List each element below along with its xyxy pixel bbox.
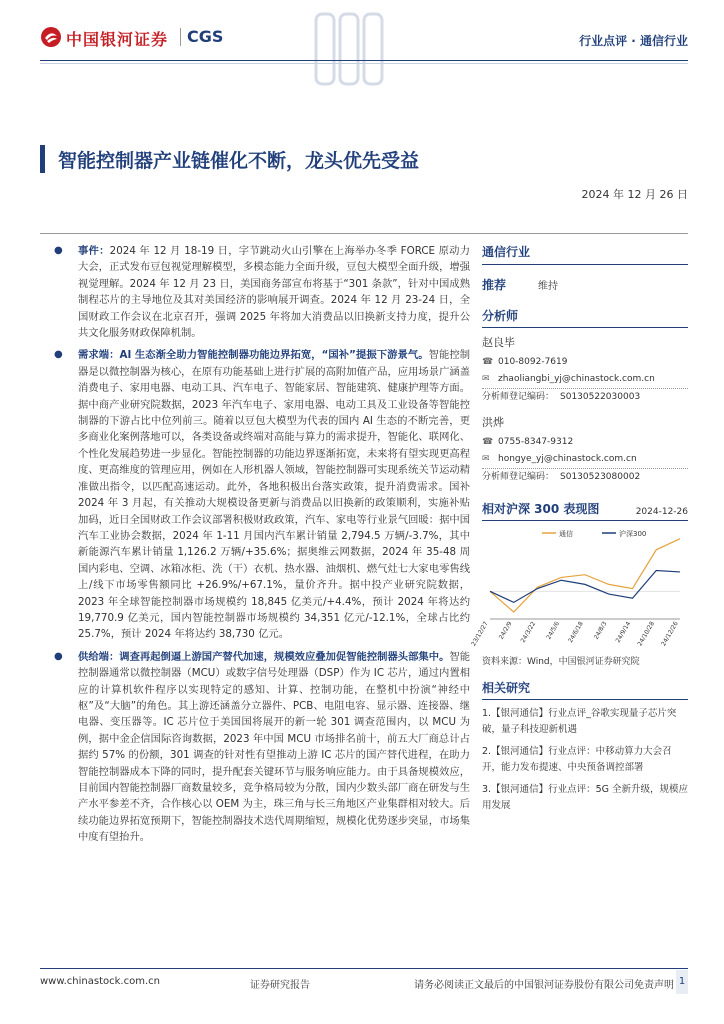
related-section-title: 相关研究: [482, 679, 688, 700]
header-rule-secondary: [40, 63, 688, 64]
industry-label: 通信行业: [482, 243, 688, 265]
chart-x-tick: 24/3/22: [519, 620, 538, 645]
footer-disclaimer: 请务必阅读正文最后的中国银河证券股份有限公司免责声明: [414, 980, 674, 991]
related-list: [482, 706, 688, 814]
analyst-name: 洪烨: [482, 416, 504, 429]
brand-divider: [180, 28, 181, 46]
main-content: [40, 243, 470, 852]
page-title: 智能控制器产业链催化不断，龙头优先受益: [58, 150, 420, 172]
footer-url[interactable]: www.chinastock.com.cn: [40, 976, 160, 987]
analyst-email-row: [482, 371, 688, 389]
paragraph-body: 智能控制器通常以微控制器（MCU）或数字信号处理器（DSP）作为 IC 芯片，通过内置相应的计算机软件程序以实现特定的感知、计算、控制功能，在整机中扮演“神经中枢”及“大脑”的角色。其上游还涵盖分立器件、PCB、电阻电容、显示器、连接器、继电器、变压器等。IC 芯片位于美国国将展开的新一轮 301 调查范围内，以 MCU 为例，据中金企信国际咨询数据，2023 年中国 MCU 市场排名前十，前五大厂商总计占据约 57% 的份额，301 调查的针对性有望推动上游 IC 芯片的国产替代进程，在助力智能控制器成本下降的同时，提升配套关键环节与服务响应能力。由于具备规模效应，目前国内智能控制器厂商数量较多，竞争格局较为分散，国内少数头部厂商在研发与生产水平参差不齐，合作核心以 OEM 为主，珠三角与长三角地区产业集群相对较大。后续功能边界拓宽预期下，智能控制器技术迭代周期缩短，规模化优势逐步突显，市场集中度有望抬升。: [78, 650, 471, 844]
bullet-icon: ●: [54, 245, 63, 256]
paragraph-supply: [40, 649, 470, 846]
footer-doc-type: 证券研究报告: [250, 980, 310, 991]
analyst-cert-label: 分析师登记编码：: [482, 392, 555, 402]
related-item[interactable]: 2.【银河通信】行业点评：中移动算力大会召开，能力发布提速、中央预备调控部署: [482, 746, 672, 773]
chart-date: 2024-12-26: [635, 507, 688, 517]
paragraph-lead: 供给端：调查再起倒逼上游国产替代加速，规模效应叠加促智能控制器头部集中。: [78, 650, 450, 663]
chart-header: [482, 500, 688, 521]
sidebar: [470, 243, 688, 820]
paragraph-body: 智能控制器是以微控制器为核心，在原有功能基础上进行扩展的高附加值产品，应用场景广涵盖消费电子、家用电器、电动工具、汽车电子、智能家居、智能建筑、健康护理等方面。据中商产业研究院数据，2023 年汽车电子、家用电器、电动工具及工业设备等智能控制器的下游占比中位列前三。随着以豆包大模型为代表的国内 AI 生态的不断完善，更多商业化案例落地可以，各类设备或终端对高能与算力的需求提升，智能化、联网化、个性化发展趋势进一步显化。智能控制器的功能边界逐渐拓宽，未来将有望实现更高程度、更高维度的管理应用，例如在人形机器人领域，智能控制器可实现系统关节运动精准做出指令，以匹配高速运动。此外，各地积极出台落实政策，提升消费需求。国补 2024 年 3 月起，有关推动大规模设备更新与消费品以旧换新的政策顺利，实施补贴加码，近日全国财政工作会议部署积极财政政策，汽车、家电等行业景气回暖：据中国汽车工业协会数据，2024 年 1-11 月国内汽车累计销量 2,794.5 万辆/-3.7%，其中新能源汽车累计销量 1,126.2 万辆/+35.6%；据奥维云网数据，2024 年 35-48 周国内彩电、空调、冰箱冰柜、洗（干）衣机、热水器、油烟机、燃气灶七大家电零售线上/线下市场零售额同比 +26.9%/+67.1%，量价齐升。据中投产业研究院数据，2023 年全球智能控制器市场规模约 18,845 亿美元/+4.4%，预计 2024 年将达约 19,770.9 亿美元，国内智能控制器市场规模约 34,351 亿元/-12.1%，全球占比约 25.7%，预计 2024 年将达约 38,730 亿元。: [78, 349, 470, 641]
chart-title: 相对沪深 300 表现图: [482, 502, 600, 516]
phone-icon: ☎: [482, 357, 494, 367]
analyst-phone-row: [482, 434, 688, 451]
paragraph-demand: [40, 347, 470, 642]
chart-x-tick: 24/12/26: [660, 620, 680, 648]
analyst-card: [482, 334, 688, 406]
watermark-graphic: [312, 10, 402, 90]
analyst-cert-row: [482, 389, 688, 406]
chart-x-tick: 23/12/27: [470, 620, 490, 648]
analyst-email[interactable]: hongye_yj@chinastock.com.cn: [498, 454, 637, 464]
paragraph-lead: 需求端：AI 生态渐全助力智能控制器功能边界拓宽，“国补”提振下游景气。: [78, 349, 429, 362]
header-rule: [40, 60, 688, 61]
logo-icon: [40, 26, 62, 48]
rating-value: 维持: [538, 280, 558, 292]
analyst-phone-row: [482, 354, 688, 371]
footer-rule: [40, 968, 688, 969]
chart-x-tick: 24/2/9: [497, 620, 514, 641]
rating-row: [482, 273, 688, 295]
analyst-email-row: [482, 451, 688, 469]
analyst-email[interactable]: zhaoliangbi_yj@chinastock.com.cn: [498, 374, 655, 384]
analyst-name: 赵良毕: [482, 336, 515, 349]
chart-x-tick: 24/10/28: [636, 620, 656, 648]
related-item[interactable]: 1.【银河通信】行业点评_谷歌实现量子芯片突破，量子科技迎新机遇: [482, 708, 677, 735]
title-accent-bar: [40, 145, 45, 173]
analyst-phone: 010-8092-7619: [498, 357, 568, 367]
chart-x-tick: 24/6/18: [567, 620, 585, 645]
paragraph-body: 2024 年 12 月 18-19 日，字节跳动火山引擎在上海举办冬季 FORCE 原动力大会，正式发布豆包视觉理解模型，多模态能力全面升级，豆包大模型全面升级，增强视觉理解。2024 年 12 月 23 日，美国商务部宣布将基于“301 条款”，针对中国成熟制程芯片的主导地位及其对美国经济的影响展开调查。2024 年 12 月 23-24 日，全国财政工作会议在北京召开，强调 2025 年将加大消费品以旧换新支持力度，提升公共文化服务财政保障机制。: [78, 245, 470, 340]
related-item[interactable]: 3.【银河通信】行业点评：5G 全新升级，规模应用发展: [482, 784, 688, 811]
analyst-cert: S0130522030003: [560, 392, 641, 402]
title-rule: [40, 233, 688, 234]
bullet-icon: ●: [54, 349, 63, 361]
paragraph-event: [40, 243, 470, 341]
report-date: 2024 年 12 月 26 日: [581, 188, 688, 201]
chart-x-tick: 24/9/14: [614, 620, 633, 645]
analyst-cert: S0130523080002: [560, 472, 641, 482]
brand-name-en: CGS: [187, 27, 224, 46]
analyst-cert-row: [482, 469, 688, 486]
analyst-cert-label: 分析师登记编码：: [482, 472, 555, 482]
phone-icon: ☎: [482, 437, 494, 447]
analyst-section-title: 分析师: [482, 307, 688, 328]
rating-label: 推荐: [482, 277, 507, 292]
chart-x-tick: 24/8/3: [592, 620, 609, 641]
analyst-phone: 0755-8347-9312: [498, 437, 574, 447]
email-icon: ✉: [482, 454, 490, 464]
chart-source: 资料来源：Wind，中国银河证券研究院: [482, 657, 640, 667]
paragraph-lead: 事件：: [78, 245, 110, 257]
page-number: 1: [676, 970, 688, 994]
bullet-icon: ●: [54, 650, 63, 662]
email-icon: ✉: [482, 374, 490, 384]
performance-chart: [470, 521, 688, 649]
chart-legend-label: 通信: [559, 530, 573, 538]
report-category: 行业点评 · 通信行业: [579, 34, 688, 48]
analyst-card: [482, 414, 688, 486]
brand-name-cn: 中国银河证券: [66, 30, 169, 49]
chart-legend-label: 沪深300: [619, 530, 647, 538]
chart-x-tick: 24/5/6: [545, 620, 561, 641]
